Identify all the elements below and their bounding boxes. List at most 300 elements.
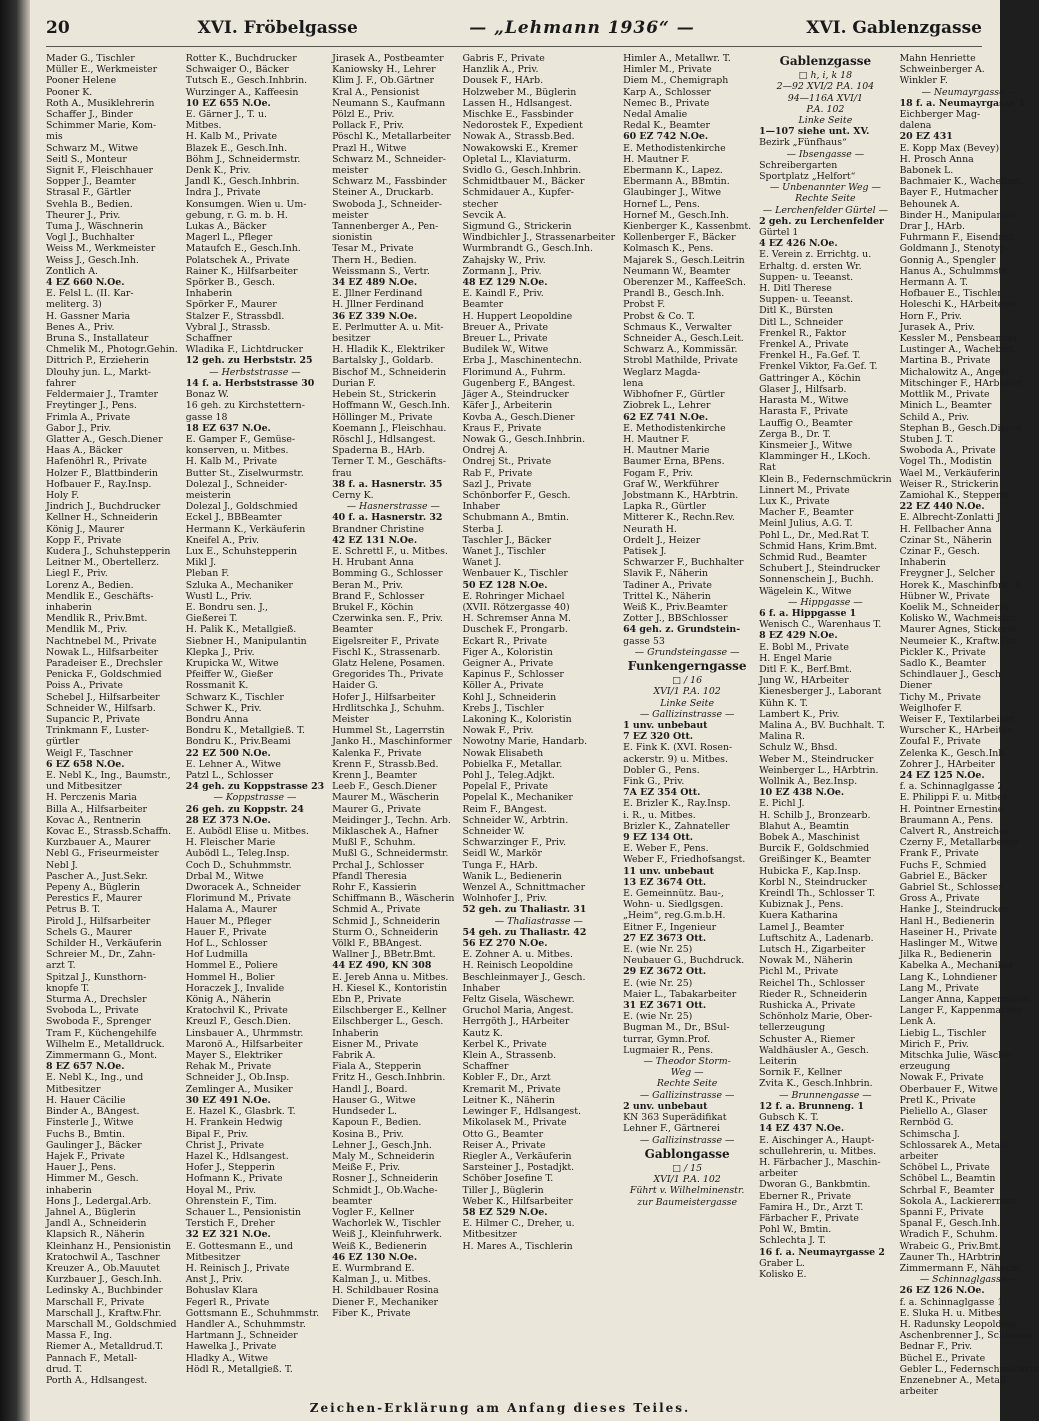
resident-entry: frau: [332, 467, 352, 479]
header-title: — „Lehmann 1936“ —: [469, 18, 695, 38]
resident-entry: Aschenbrenner J., Schlosser: [899, 1330, 1034, 1342]
house-number-entry: 40 f. a. Hasnerstr. 32: [332, 512, 443, 524]
resident-entry: Völkl F., BBAngest.: [332, 938, 423, 950]
resident-entry: E. Methodistenkirche: [623, 422, 726, 434]
resident-entry: inhaberin: [46, 1184, 92, 1196]
resident-entry: Calvert R., Anstreicher: [899, 826, 1010, 838]
house-number-entry: 54 geh. zu Thaliastr. 42: [462, 926, 587, 938]
resident-entry: Hanus A., Schulmmstr.: [899, 265, 1009, 277]
resident-entry: Höllinger M., Private: [332, 411, 433, 423]
resident-entry: Haas A., Bäcker: [46, 445, 123, 457]
resident-entry: Nowak M., Näherin: [759, 955, 853, 967]
resident-entry: H. Kalb M., Private: [185, 456, 278, 468]
house-number-entry: 36 EZ 339 N.Oe.: [332, 310, 418, 322]
resident-entry: Hafenöhrl R., Private: [46, 456, 147, 468]
resident-entry: Pfeiffer W., Gießer: [185, 669, 274, 681]
house-number-entry: 14 EZ 437 N.Oe.: [759, 1123, 845, 1135]
resident-entry: Kienesberger J., Laborant: [759, 686, 882, 698]
resident-entry: Horek K., Maschinfbrk. T.: [899, 579, 1022, 591]
resident-entry: Binder H., Manipulantin: [899, 209, 1016, 221]
resident-entry: Patisek J.: [623, 545, 667, 557]
resident-entry: gebung, r. G. m. b. H.: [185, 209, 288, 221]
resident-entry: Bugman M., Dr., BSul-: [623, 1022, 730, 1034]
resident-entry: Schmidt J., Ob.Wache-: [332, 1184, 438, 1196]
resident-entry: Suppen- u. Teeanst.: [759, 271, 854, 283]
resident-entry: H. Gassner Maria: [46, 310, 131, 322]
resident-entry: Linnert M., Private: [759, 484, 850, 496]
cross-street-label: — Herbststrasse —: [209, 366, 301, 378]
resident-entry: Janko H., Maschinformer: [332, 736, 452, 748]
resident-entry: tellerzeugung: [759, 1022, 826, 1034]
house-number-entry: 30 EZ 491 N.Oe.: [185, 1094, 271, 1106]
resident-entry: Dworacek A., Schneider: [185, 882, 301, 894]
house-number-entry: 10 EZ 438 N.Oe.: [759, 787, 845, 799]
resident-entry: Wael M., Verkäuferin: [899, 467, 1000, 479]
resident-entry: Mußl F., Schuhm.: [332, 837, 416, 849]
resident-entry: und Mitbesitzer: [46, 781, 122, 793]
resident-entry: Brukel F., Köchin: [332, 601, 414, 613]
resident-entry: Bartalsky J., Goldarb.: [332, 355, 434, 367]
resident-entry: Weinberger L., HArbtrin.: [759, 764, 879, 776]
resident-entry: H. Kalb M., Private: [185, 131, 278, 143]
resident-entry: Ledinsky A., Buchbinder: [46, 1285, 163, 1297]
resident-entry: Kral A., Pensionist: [332, 86, 420, 98]
resident-entry: Jindrich J., Buchdrucker: [46, 501, 161, 513]
resident-entry: Weiser F., Textilarbeiter: [899, 713, 1014, 725]
resident-entry: Ohrenstein F., Tim.: [185, 1195, 277, 1207]
resident-entry: Kurzbauer J., Gesch.Inh.: [46, 1274, 162, 1286]
resident-entry: Haider G.: [332, 680, 379, 692]
resident-entry: Weiß K., Bedienerin: [332, 1240, 427, 1252]
resident-entry: Bayer F., Hutmacher: [899, 187, 999, 199]
resident-entry: Kellner H., Schneiderin: [46, 512, 158, 524]
resident-entry: Vogel Th., Modistin: [899, 456, 992, 468]
resident-entry: König J., Maurer: [46, 523, 125, 535]
resident-entry: Mitbesitzer: [185, 1251, 241, 1263]
resident-entry: Bischof M., Schneiderin: [332, 366, 447, 378]
resident-entry: Liebig L., Tischler: [899, 1027, 986, 1039]
resident-entry: drud. T.: [46, 1363, 83, 1375]
page-number: 20: [46, 18, 70, 38]
resident-entry: Jilka R., Bedienerin: [899, 949, 992, 961]
resident-entry: Ondrej St., Private: [462, 456, 552, 468]
resident-entry: Hommel H., Bolier: [185, 971, 275, 983]
resident-entry: E. (wie Nr. 25): [623, 1011, 693, 1023]
resident-entry: Klein A., Strassenb.: [462, 1050, 557, 1062]
resident-entry: Fogam F., Priv.: [623, 467, 694, 479]
resident-entry: Rab F., Private: [462, 467, 533, 479]
resident-entry: Weiss J., Gesch.Inh.: [46, 254, 139, 266]
resident-entry: Schmidauer A., Kupfer-: [462, 187, 574, 199]
resident-entry: Wustl L., Priv.: [185, 590, 252, 602]
resident-entry: Steiner A., Druckarb.: [332, 187, 434, 199]
resident-entry: Schneider W., Hilfsarb.: [46, 702, 156, 714]
resident-entry: H. Radunsky Leopoldine: [899, 1318, 1017, 1330]
resident-entry: Sturma A., Drechsler: [46, 994, 147, 1006]
resident-entry: Liegl F., Priv.: [46, 568, 108, 580]
resident-entry: Svehla B., Bedien.: [46, 198, 133, 210]
resident-entry: Böhm J., Schneidermstr.: [185, 153, 301, 165]
resident-entry: Nemec B., Private: [623, 97, 710, 109]
resident-entry: Jandl A., Schneiderin: [46, 1218, 147, 1230]
resident-entry: Eichberger Mag-: [899, 109, 981, 121]
house-number-entry: 6 EZ 658 N.Oe.: [46, 758, 125, 770]
resident-entry: E. Rohringer Michael: [462, 590, 565, 602]
resident-entry: Massa F., Ing.: [46, 1330, 113, 1342]
resident-entry: H. Fleischer Marie: [185, 837, 276, 849]
resident-entry: Waldhäusler A., Gesch.: [759, 1044, 869, 1056]
resident-entry: Majarek S., Gesch.Leitrin: [623, 254, 745, 266]
resident-entry: Bezirk „Fünfhaus“: [759, 137, 847, 149]
resident-entry: Famira H., Dr., Arzt T.: [759, 1201, 864, 1213]
resident-entry: Hübner W., Private: [899, 590, 990, 602]
resident-entry: Enzenebner A., Metall-: [899, 1374, 1009, 1386]
resident-entry: Ditl F. K., Berf.Bmt.: [759, 663, 852, 675]
house-number-entry: 24 EZ 125 N.Oe.: [899, 770, 985, 781]
resident-entry: Miklaschek A., Hafner: [332, 826, 439, 838]
resident-entry: Porth A., Hdlsangest.: [46, 1374, 148, 1386]
resident-entry: Kessler M., Pensbeamter: [899, 333, 1019, 345]
resident-entry: Wollnik A., Bez.Insp.: [759, 776, 858, 787]
resident-entry: Rossmanit K.: [185, 680, 249, 692]
resident-entry: Zoufal F., Private: [899, 736, 981, 748]
resident-entry: Finsterle J., Witwe: [46, 1117, 134, 1129]
resident-entry: Coch D., Schuhmmstr.: [185, 859, 292, 871]
resident-entry: Lukas A., Bäcker: [185, 221, 267, 233]
resident-entry: Terner T. M., Geschäfts-: [332, 456, 447, 468]
house-number-entry: 13 EZ 3674 Ott.: [623, 876, 707, 888]
resident-entry: Mitterer K., Rechn.Rev.: [623, 512, 735, 524]
resident-entry: Maly M., Schneiderin: [332, 1150, 435, 1162]
resident-entry: Wurscher K., HArbeiter: [899, 725, 1013, 737]
resident-entry: Breuer L., Private: [462, 333, 548, 345]
resident-entry: Pieliello A., Glaser: [899, 1106, 988, 1118]
resident-entry: Neumann W., Beamter: [623, 265, 731, 277]
resident-entry: Sevcik A.: [462, 209, 507, 221]
resident-entry: Taschler J., Bäcker: [462, 534, 552, 546]
resident-entry: Kaniowsky H., Lehrer: [332, 64, 436, 76]
resident-entry: Oberbauer F., Witwe: [899, 1083, 998, 1095]
resident-entry: H. Reinisch Leopoldine: [462, 960, 573, 972]
resident-entry: Neurath H.: [623, 523, 677, 535]
resident-entry: Schmidtbauer M., Bäcker: [462, 176, 585, 188]
resident-entry: Benes A., Priv.: [46, 321, 115, 333]
resident-entry: Michalowitz A., Angest.: [899, 366, 1013, 378]
resident-entry: Kosina B., Priv.: [332, 1128, 404, 1140]
resident-entry: Korbl N., Steindrucker: [759, 876, 867, 888]
resident-entry: Hornef L., Pens.: [623, 198, 700, 210]
resident-entry: Pöschl K., Metallarbeiter: [332, 131, 451, 143]
house-number-entry: 7A EZ 354 Ott.: [623, 787, 701, 799]
cross-street-label: Linke Seite: [660, 697, 714, 709]
resident-entry: Rushicka A., Private: [759, 1000, 856, 1012]
resident-entry: Schaffer J., Binder: [46, 109, 133, 121]
resident-entry: Lauffig O., Beamter: [759, 417, 853, 429]
resident-entry: Himmer M., Gesch.: [46, 1173, 139, 1185]
resident-entry: Nedorostek F., Expedient: [462, 120, 583, 132]
resident-entry: Kreuzl F., Gesch.Dien.: [185, 1016, 291, 1028]
resident-entry: Hornef M., Gesch.Inh.: [623, 209, 729, 221]
resident-entry: Schwarz K., Tischler: [185, 691, 284, 703]
resident-entry: Tram F., Küchengehilfe: [46, 1027, 157, 1039]
resident-entry: Kobler F., Dr., Arzt: [462, 1072, 551, 1084]
resident-entry: Pfandl Theresia: [332, 870, 407, 882]
resident-entry: Ebermann K., Lapez.: [623, 165, 723, 177]
resident-entry: Schaffner: [185, 333, 232, 345]
resident-entry: Gabor J., Priv.: [46, 422, 112, 434]
resident-entry: Drar J., HArb.: [899, 221, 966, 233]
cross-street-label: Linke Seite: [798, 115, 853, 127]
resident-entry: Hofbauer E., Tischler: [899, 288, 1002, 300]
resident-entry: Jahnel A., Büglerin: [46, 1206, 136, 1218]
resident-entry: Trittel K., Näherin: [623, 590, 711, 602]
house-number-entry: 27 EZ 3673 Ott.: [623, 932, 707, 944]
resident-entry: Tunga F., HArb.: [462, 859, 538, 871]
cross-street-label: 2—92 XVI/2 P.A. 104: [776, 81, 875, 93]
resident-entry: Kohl J., Schneiderin: [462, 691, 557, 703]
resident-entry: Sonnenschein J., Buchh.: [759, 574, 874, 586]
resident-entry: Breuer A., Private: [462, 321, 549, 333]
resident-entry: Diener: [899, 680, 932, 692]
resident-entry: Roth A., Musiklehrerin: [46, 97, 155, 109]
resident-entry: Nebl J.: [46, 859, 78, 871]
resident-entry: erzeugung: [899, 1061, 951, 1073]
resident-entry: Durian F.: [332, 377, 376, 389]
resident-entry: Schmid Hans, Krim.Bmt.: [759, 540, 878, 552]
resident-entry: Herrgöth J., HArbeiter: [462, 1016, 570, 1028]
resident-entry: Zauner Th., HArbtrin.: [899, 1251, 1004, 1263]
resident-entry: Gabriel St., Schlosser: [899, 882, 1003, 894]
resident-entry: H. Hladik K., Elektriker: [332, 344, 445, 356]
resident-entry: Zimmermann G., Mont.: [46, 1050, 157, 1062]
resident-entry: Pickler K., Private: [899, 646, 986, 658]
resident-entry: Kinsmeier J., Witwe: [759, 439, 853, 451]
resident-entry: E. Albrecht-Zonlatti J.: [899, 512, 1003, 524]
resident-entry: Kapinus F., Schlosser: [462, 669, 564, 681]
house-number-entry: 50 EZ 128 N.Oe.: [462, 579, 548, 591]
resident-entry: Bonaz W.: [185, 389, 229, 401]
house-number-entry: 58 EZ 529 N.Oe.: [462, 1206, 548, 1218]
resident-entry: arbeiter: [899, 1386, 939, 1398]
resident-entry: Käfer J., Arbeiterin: [462, 400, 553, 412]
house-number-entry: 22 EZ 500 N.Oe.: [185, 747, 271, 759]
resident-entry: Freytinger J., Pens.: [46, 400, 137, 412]
house-number-entry: 11 unv. unbebaut: [623, 865, 715, 877]
resident-entry: Poiss A., Private: [46, 680, 123, 692]
resident-entry: Pretl K., Private: [899, 1094, 976, 1106]
resident-entry: Graf W., Werkführer: [623, 478, 719, 490]
resident-entry: Hajek F., Private: [46, 1150, 125, 1162]
resident-entry: Hawelka J., Private: [185, 1341, 277, 1353]
resident-entry: Weiß J., Kleinfuhrwerk.: [332, 1229, 443, 1241]
resident-entry: Dobler G., Pens.: [623, 764, 700, 776]
resident-entry: Pepeny A., Büglerin: [46, 882, 141, 894]
resident-entry: Frimla A., Private: [46, 411, 131, 423]
resident-entry: Meinl Julius, A.G. T.: [759, 518, 853, 530]
resident-entry: Otto G., Beamter: [462, 1128, 544, 1140]
resident-entry: Kubiznak J., Pens.: [759, 899, 844, 911]
resident-entry: Inhaber: [462, 982, 500, 994]
house-number-entry: 26 geh. zu Koppstr. 24: [185, 803, 304, 815]
resident-entry: Lapka R., Gürtler: [623, 501, 706, 513]
resident-entry: Mirich F., Priv.: [899, 1038, 969, 1050]
resident-entry: Swoboda J., Schneider-: [332, 198, 442, 210]
resident-entry: Schmid J., Schneiderin: [332, 915, 441, 927]
resident-entry: Glaubinger J., Witwe: [623, 187, 722, 199]
resident-entry: Nowotny Marie, Handarb.: [462, 736, 588, 748]
resident-entry: Sadlo K., Beamter: [899, 657, 986, 669]
resident-entry: gasse 53: [623, 635, 665, 647]
resident-entry: Ziobrek L., Lehrer: [623, 400, 711, 412]
resident-entry: Leiterin: [759, 1056, 797, 1068]
street-heading: Gablenzgasse: [779, 54, 872, 68]
resident-entry: Dolezal J., Goldschmied: [185, 501, 298, 513]
resident-entry: stecher: [462, 198, 498, 210]
resident-entry: Hof Ludmilla: [185, 949, 248, 961]
resident-entry: Schwarz M., Schneider-: [332, 153, 446, 165]
resident-entry: Hofer J., Stepperin: [185, 1162, 275, 1174]
resident-entry: Winkler F.: [899, 75, 948, 87]
resident-entry: Tadiner A., Private: [623, 579, 712, 591]
resident-entry: Bipal F., Priv.: [185, 1128, 249, 1140]
resident-entry: Inhaberin: [899, 557, 947, 569]
house-number-entry: 1—107 siehe unt. XV.: [759, 126, 870, 138]
resident-entry: Sterba J.: [462, 523, 504, 535]
resident-entry: Hummel St., Lagerrstin: [332, 725, 445, 737]
resident-entry: Eberner R., Private: [759, 1190, 852, 1202]
resident-entry: Nowak F., Private: [899, 1072, 984, 1084]
resident-entry: schullehrerin, u. Mitbes.: [759, 1145, 877, 1157]
resident-entry: Swoboda A., Private: [899, 445, 996, 457]
resident-entry: (XVII. Rötzergasse 40): [462, 601, 570, 613]
resident-entry: Weiss M., Werkmeister: [46, 243, 156, 255]
resident-entry: Beschleinmayer J., Gesch.: [462, 971, 586, 983]
resident-entry: Gottsmann E., Schuhmmstr.: [185, 1307, 320, 1319]
resident-entry: Hödl R., Metallgieß. T.: [185, 1363, 293, 1375]
resident-entry: Nowakowski E., Kremer: [462, 142, 578, 154]
resident-entry: H. Schildbauer Rosina: [332, 1285, 439, 1297]
cross-street-label: □ / 15: [672, 1162, 703, 1174]
cross-street-label: — Gallizinstrasse —: [639, 708, 735, 720]
resident-entry: Supancic P., Private: [46, 713, 140, 725]
resident-entry: Fuchs B., Bmtin.: [46, 1128, 126, 1140]
resident-entry: Hof L., Schlosser: [185, 938, 268, 950]
house-number-entry: 12 f. a. Brunneng. 1: [759, 1100, 864, 1112]
resident-entry: Hommel E., Poliere: [185, 960, 278, 972]
resident-entry: Hauer J., Pens.: [46, 1162, 117, 1174]
resident-entry: H. Perczenis Maria: [46, 792, 137, 804]
resident-entry: Schiffmann B., Wäscherin: [332, 893, 455, 905]
resident-entry: Strasal F., Gärtler: [46, 187, 131, 199]
resident-entry: Marschall J., Kraftw.Fhr.: [46, 1307, 162, 1319]
resident-entry: Gürtel 1: [759, 227, 799, 239]
resident-entry: Magerl L., Pfleger: [185, 232, 273, 244]
resident-entry: H. Mautner Marie: [623, 445, 710, 457]
resident-entry: Hofmann K., Private: [185, 1173, 283, 1185]
resident-entry: Hofer J., Hilfsarbeiter: [332, 691, 436, 703]
resident-entry: Lugmaier R., Pens.: [623, 1044, 714, 1056]
resident-entry: H. Hauer Cäcilie: [46, 1094, 126, 1106]
resident-entry: Weiß K., Priv.Beamter: [623, 601, 728, 613]
resident-entry: Gross A., Private: [899, 893, 980, 905]
resident-entry: Wladika F., Lichtdrucker: [185, 344, 303, 356]
resident-entry: Prandl B., Gesch.Inh.: [623, 288, 725, 300]
resident-entry: Nowak L., Hilfsarbeiter: [46, 646, 159, 658]
resident-entry: Kovac E., Strassb.Schaffn.: [46, 826, 172, 838]
resident-entry: Terstich F., Dreher: [185, 1218, 275, 1230]
resident-entry: Spaderna B., HArb.: [332, 445, 426, 457]
resident-entry: Butter St., Ziselwurmstr.: [185, 467, 304, 479]
resident-entry: Sornik F., Kellner: [759, 1067, 842, 1079]
resident-entry: Leitner M., Obertellerz.: [46, 557, 160, 569]
cross-street-label: — Neumayrgasse —: [921, 86, 1018, 98]
resident-entry: Mendlik M., Priv.: [46, 624, 128, 636]
resident-entry: Karp A., Schlosser: [623, 86, 711, 98]
resident-entry: f. a. Schinnaglgasse 1: [899, 1296, 1004, 1308]
cross-street-label: — Hippgasse —: [788, 596, 863, 608]
resident-entry: Krenn J., Beamter: [332, 770, 417, 781]
resident-entry: H. Schilb J., Bronzearb.: [759, 809, 871, 821]
house-number-entry: 2 unv. unbebaut: [623, 1100, 708, 1112]
resident-entry: Holzer F., Blattbinderin: [46, 467, 158, 479]
resident-entry: Schreibergarten: [759, 159, 838, 171]
resident-entry: Mitschinger F., HArbeiter: [899, 377, 1022, 389]
resident-entry: H. Schremser Anna M.: [462, 613, 572, 625]
resident-entry: Spanni F., Private: [899, 1206, 984, 1218]
resident-entry: Schubert J., Steindrucker: [759, 563, 880, 575]
resident-entry: inhaberin: [46, 601, 92, 613]
resident-entry: 16 geh. zu Kirchstettern-: [185, 400, 305, 412]
resident-entry: Frenkel R., Faktor: [759, 327, 846, 339]
resident-entry: Wallner J., BBetr.Bmt.: [332, 949, 436, 961]
resident-entry: Kapoun F., Bedien.: [332, 1117, 422, 1129]
resident-entry: Glatz Helene, Posamen.: [332, 657, 446, 669]
resident-entry: Probst & Co. T.: [623, 310, 695, 322]
resident-entry: Sazl J., Private: [462, 478, 532, 490]
resident-entry: H. Fellbacher Anna: [899, 523, 992, 535]
resident-entry: Schimmer Marie, Kom-: [46, 120, 157, 132]
resident-entry: E. Pichl J.: [759, 798, 805, 810]
resident-entry: Reichel Th., Schlosser: [759, 977, 865, 989]
resident-entry: E. Perlmutter A. u. Mit-: [332, 321, 444, 333]
resident-entry: E. Gamper F., Gemüse-: [185, 433, 296, 445]
resident-entry: Gebler L., Federnschmückrin: [899, 1363, 1039, 1375]
resident-entry: H. Kiesel K., Kontoristin: [332, 982, 448, 994]
resident-entry: Frenkel A., Private: [759, 339, 849, 351]
resident-entry: Kollenberger F., Bäcker: [623, 232, 736, 244]
resident-entry: Schmid Rud., Beamter: [759, 551, 867, 563]
resident-entry: H. Huppert Leopoldine: [462, 310, 573, 322]
house-number-entry: 4 EZ 426 N.Oe.: [759, 238, 838, 250]
resident-entry: Röschl J., Hdlsangest.: [332, 433, 436, 445]
resident-entry: Jung W., HArbeiter: [759, 675, 849, 687]
resident-entry: Dlouhy jun. L., Markt-: [46, 366, 151, 378]
resident-entry: Weiglhofer F.: [899, 702, 963, 714]
resident-entry: dalena: [899, 120, 932, 132]
resident-entry: Pohl L., Dr., Med.Rat T.: [759, 529, 870, 541]
house-number-entry: 42 EZ 131 N.Oe.: [332, 534, 418, 546]
resident-entry: Rieder R., Schneiderin: [759, 988, 868, 1000]
column-5: [623, 53, 751, 1397]
resident-entry: Weigl F., Taschner: [46, 747, 133, 759]
resident-entry: Schlechta J. T.: [759, 1235, 826, 1247]
resident-entry: Wurmbrandt G., Gesch.Inh.: [462, 243, 593, 255]
resident-entry: E. Schrettl F., u. Mitbes.: [332, 545, 448, 557]
cross-street-label: — Unbenannter Weg —: [769, 182, 881, 194]
resident-entry: Slavik F., Näherin: [623, 568, 708, 580]
resident-entry: Klepka J., Priv.: [185, 646, 255, 658]
resident-entry: Schauer L., Pensionistin: [185, 1206, 301, 1218]
